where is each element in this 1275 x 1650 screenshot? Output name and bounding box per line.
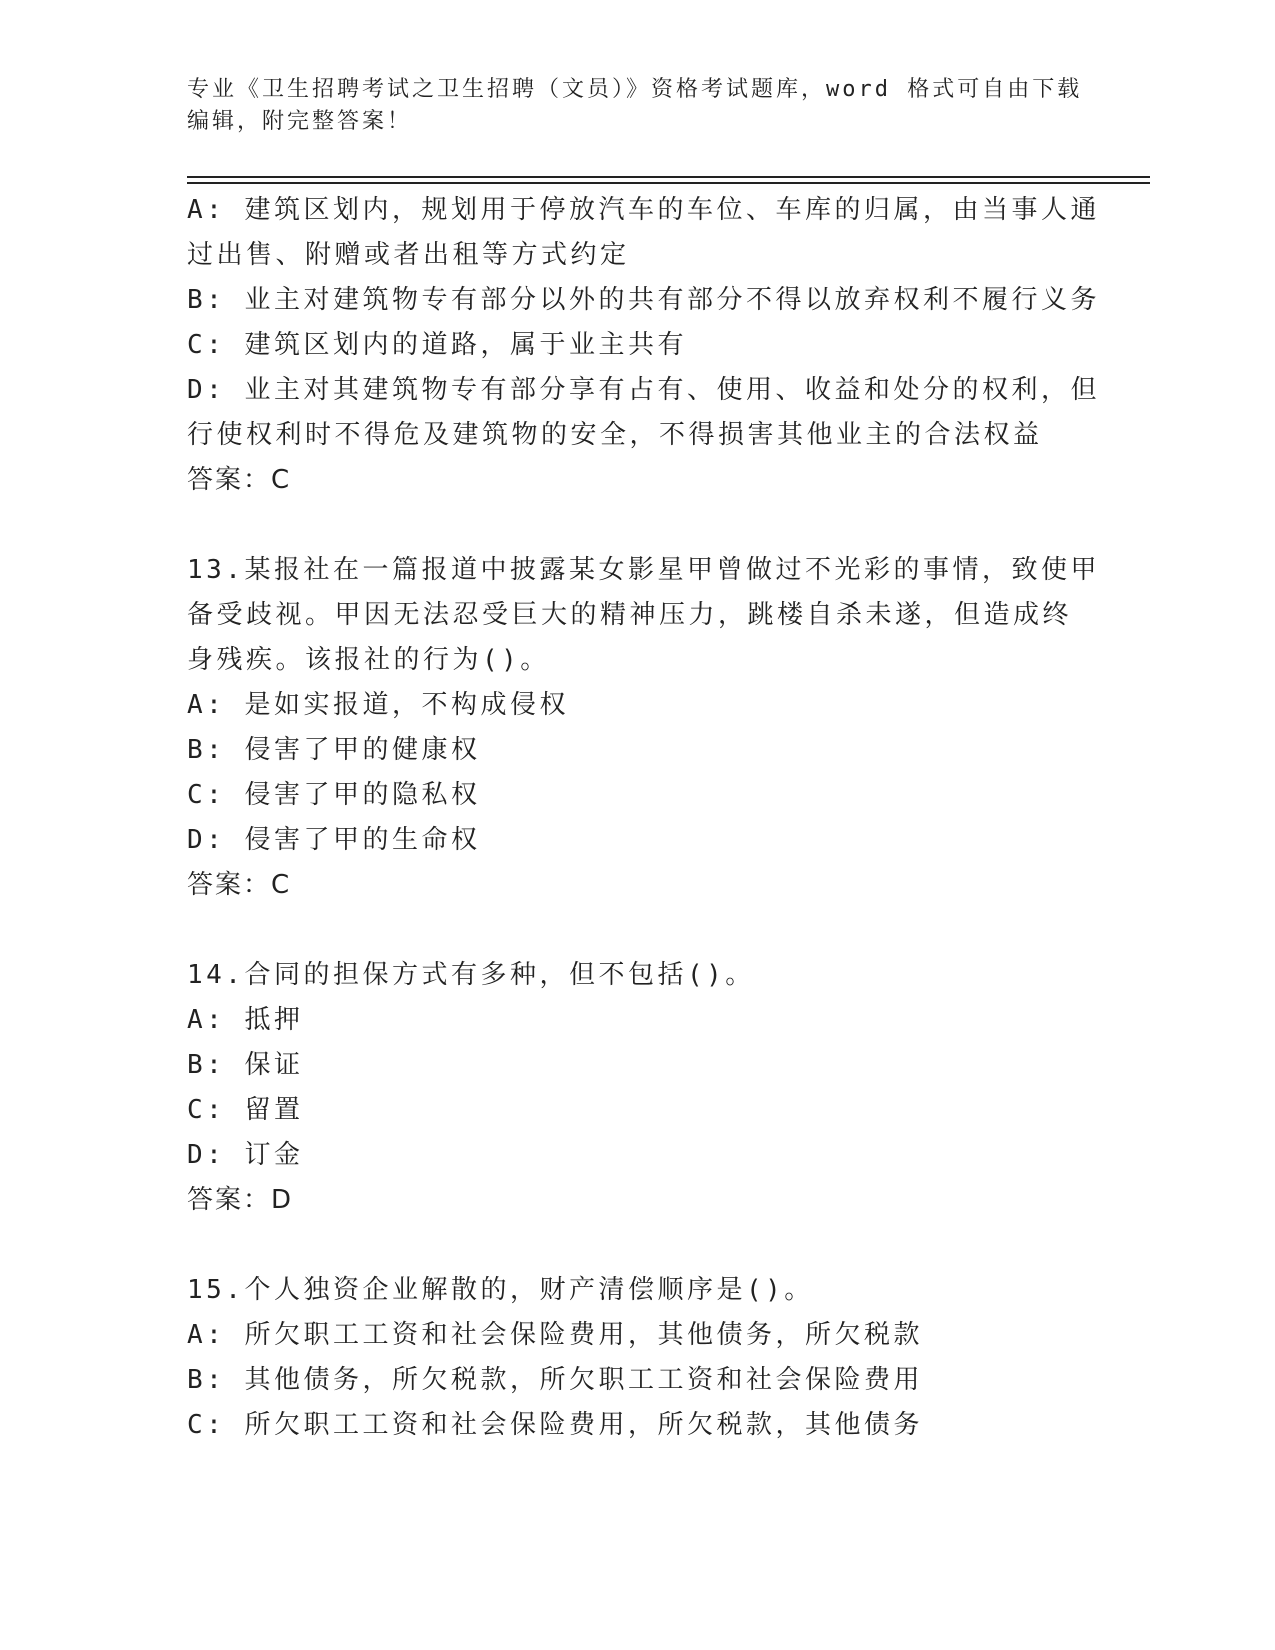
option-a-line-1: A: 建筑区划内，规划用于停放汽车的车位、车库的归属，由当事人通 xyxy=(187,195,1100,225)
option-a: A: 是如实报道，不构成侵权 xyxy=(187,690,569,720)
question-15 xyxy=(187,1268,1087,1448)
question-stem-line-1: 15.个人独资企业解散的，财产清偿顺序是()。 xyxy=(187,1275,814,1305)
question-stem-line-1: 13.某报社在一篇报道中披露某女影星甲曾做过不光彩的事情，致使甲 xyxy=(187,555,1100,585)
option-d-line-1: D: 业主对其建筑物专有部分享有占有、使用、收益和处分的权利，但 xyxy=(187,375,1100,405)
header-divider-top xyxy=(187,176,1150,178)
answer: 答案：C xyxy=(187,870,292,900)
question-14 xyxy=(187,953,1087,1223)
option-b: B: 业主对建筑物专有部分以外的共有部分不得以放弃权利不履行义务 xyxy=(187,285,1100,315)
option-d: D: 订金 xyxy=(187,1140,304,1170)
answer: 答案：D xyxy=(187,1185,294,1215)
option-c: C: 所欠职工工资和社会保险费用，所欠税款，其他债务 xyxy=(187,1410,923,1440)
option-c: C: 建筑区划内的道路，属于业主共有 xyxy=(187,330,687,360)
spacer xyxy=(187,1223,1087,1268)
option-a: A: 所欠职工工资和社会保险费用，其他债务，所欠税款 xyxy=(187,1320,923,1350)
option-c: C: 留置 xyxy=(187,1095,304,1125)
question-stem-line-3: 身残疾。该报社的行为()。 xyxy=(187,645,550,675)
option-d: D: 侵害了甲的生命权 xyxy=(187,825,481,855)
spacer xyxy=(187,908,1087,953)
question-12 xyxy=(187,188,1100,503)
spacer xyxy=(187,503,1087,548)
document-header xyxy=(187,74,1087,138)
option-b: B: 保证 xyxy=(187,1050,304,1080)
answer: 答案：C xyxy=(187,465,292,495)
question-stem-line-2: 备受歧视。甲因无法忍受巨大的精神压力，跳楼自杀未遂，但造成终 xyxy=(187,600,1073,630)
question-13 xyxy=(187,548,1100,908)
option-a-line-2: 过出售、附赠或者出租等方式约定 xyxy=(187,240,630,270)
question-list xyxy=(187,188,1100,1448)
option-b: B: 其他债务，所欠税款，所欠职工工资和社会保险费用 xyxy=(187,1365,923,1395)
header-divider-bottom xyxy=(187,182,1150,184)
header-line-2: 编辑，附完整答案！ xyxy=(187,109,413,134)
option-a: A: 抵押 xyxy=(187,1005,304,1035)
option-b: B: 侵害了甲的健康权 xyxy=(187,735,481,765)
header-line-1: 专业《卫生招聘考试之卫生招聘（文员）》资格考试题库，word 格式可自由下载 xyxy=(187,77,1083,102)
question-stem-line-1: 14.合同的担保方式有多种，但不包括()。 xyxy=(187,960,755,990)
option-d-line-2: 行使权利时不得危及建筑物的安全，不得损害其他业主的合法权益 xyxy=(187,420,1043,450)
option-c: C: 侵害了甲的隐私权 xyxy=(187,780,481,810)
